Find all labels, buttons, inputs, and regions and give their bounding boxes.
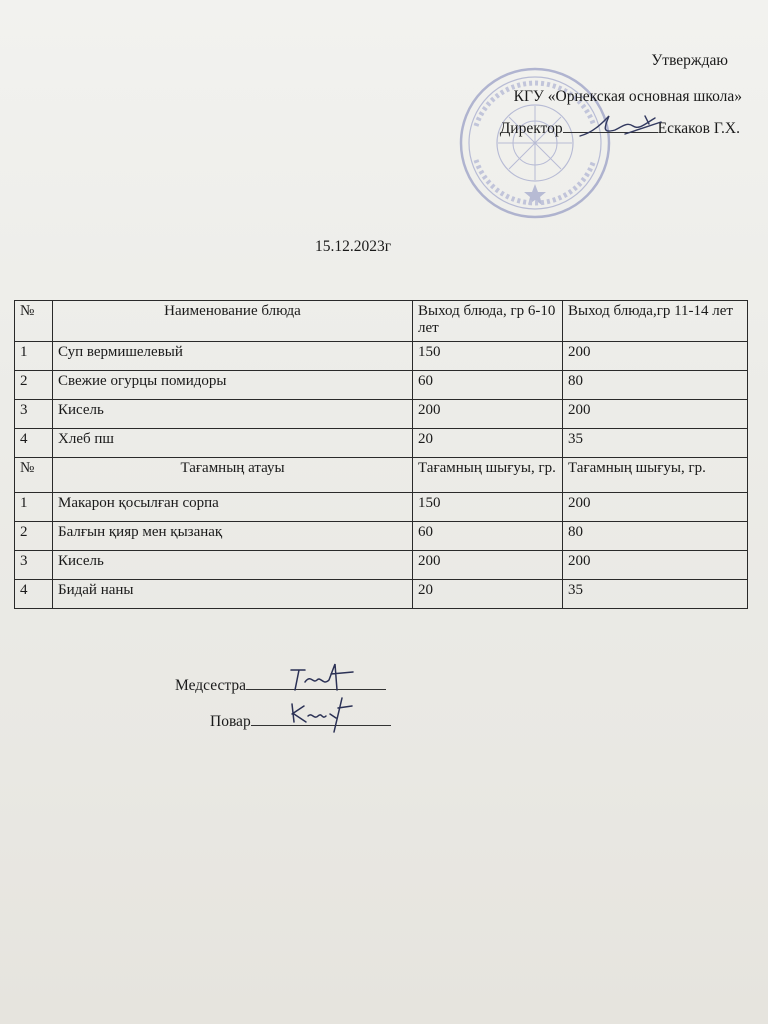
- portion-11-14: 35: [563, 429, 748, 458]
- dish-name: Макарон қосылған сорпа: [53, 493, 413, 522]
- portion-11-14: 200: [563, 551, 748, 580]
- director-name: Ескаков Г.Х.: [657, 120, 740, 137]
- row-number: 2: [15, 371, 53, 400]
- portion-11-14: 200: [563, 342, 748, 371]
- header-portion-11-14: Тағамның шығуы, гр.: [563, 458, 748, 493]
- header-portion-11-14: Выход блюда,гр 11-14 лет: [563, 301, 748, 342]
- dish-name: Суп вермишелевый: [53, 342, 413, 371]
- dish-name: Балғын қияр мен қызанақ: [53, 522, 413, 551]
- dish-name: Хлеб пш: [53, 429, 413, 458]
- header-dish-name: Наименование блюда: [53, 301, 413, 342]
- header-dish-name: Тағамның атауы: [53, 458, 413, 493]
- dish-name: Кисель: [53, 400, 413, 429]
- header-portion-6-10: Выход блюда, гр 6-10 лет: [413, 301, 563, 342]
- nurse-signature-row: [175, 674, 386, 695]
- cook-signature: [286, 694, 366, 734]
- document-date: 15.12.2023г: [315, 238, 392, 255]
- table-row: [15, 429, 748, 458]
- table-row: [15, 371, 748, 400]
- row-number: 4: [15, 580, 53, 609]
- dish-name: Бидай наны: [53, 580, 413, 609]
- table-header-kz: [15, 458, 748, 493]
- portion-6-10: 200: [413, 551, 563, 580]
- header-number: №: [15, 458, 53, 493]
- table-row: [15, 551, 748, 580]
- table-row: [15, 342, 748, 371]
- nurse-signature: [283, 660, 363, 696]
- director-signature: [575, 112, 665, 142]
- nurse-label: Медсестра: [175, 677, 246, 694]
- row-number: 3: [15, 400, 53, 429]
- row-number: 3: [15, 551, 53, 580]
- approval-title: Утверждаю: [651, 52, 728, 69]
- organization-name: КГУ «Орнекская основная школа»: [513, 88, 742, 105]
- portion-6-10: 150: [413, 342, 563, 371]
- header-number: №: [15, 301, 53, 342]
- portion-11-14: 80: [563, 522, 748, 551]
- portion-11-14: 200: [563, 400, 748, 429]
- table-row: [15, 522, 748, 551]
- row-number: 2: [15, 522, 53, 551]
- header-portion-6-10: Тағамның шығуы, гр.: [413, 458, 563, 493]
- portion-6-10: 200: [413, 400, 563, 429]
- dish-name: Кисель: [53, 551, 413, 580]
- portion-6-10: 20: [413, 429, 563, 458]
- table-row: [15, 400, 748, 429]
- cook-signature-row: [210, 710, 391, 731]
- row-number: 1: [15, 342, 53, 371]
- table-row: [15, 580, 748, 609]
- portion-6-10: 60: [413, 522, 563, 551]
- portion-6-10: 150: [413, 493, 563, 522]
- portion-6-10: 20: [413, 580, 563, 609]
- menu-table: [14, 300, 748, 609]
- table-row: [15, 493, 748, 522]
- table-header-ru: [15, 301, 748, 342]
- portion-11-14: 80: [563, 371, 748, 400]
- portion-11-14: 200: [563, 493, 748, 522]
- portion-6-10: 60: [413, 371, 563, 400]
- portion-11-14: 35: [563, 580, 748, 609]
- director-label: Директор: [499, 120, 563, 137]
- row-number: 1: [15, 493, 53, 522]
- dish-name: Свежие огурцы помидоры: [53, 371, 413, 400]
- cook-label: Повар: [210, 713, 251, 730]
- row-number: 4: [15, 429, 53, 458]
